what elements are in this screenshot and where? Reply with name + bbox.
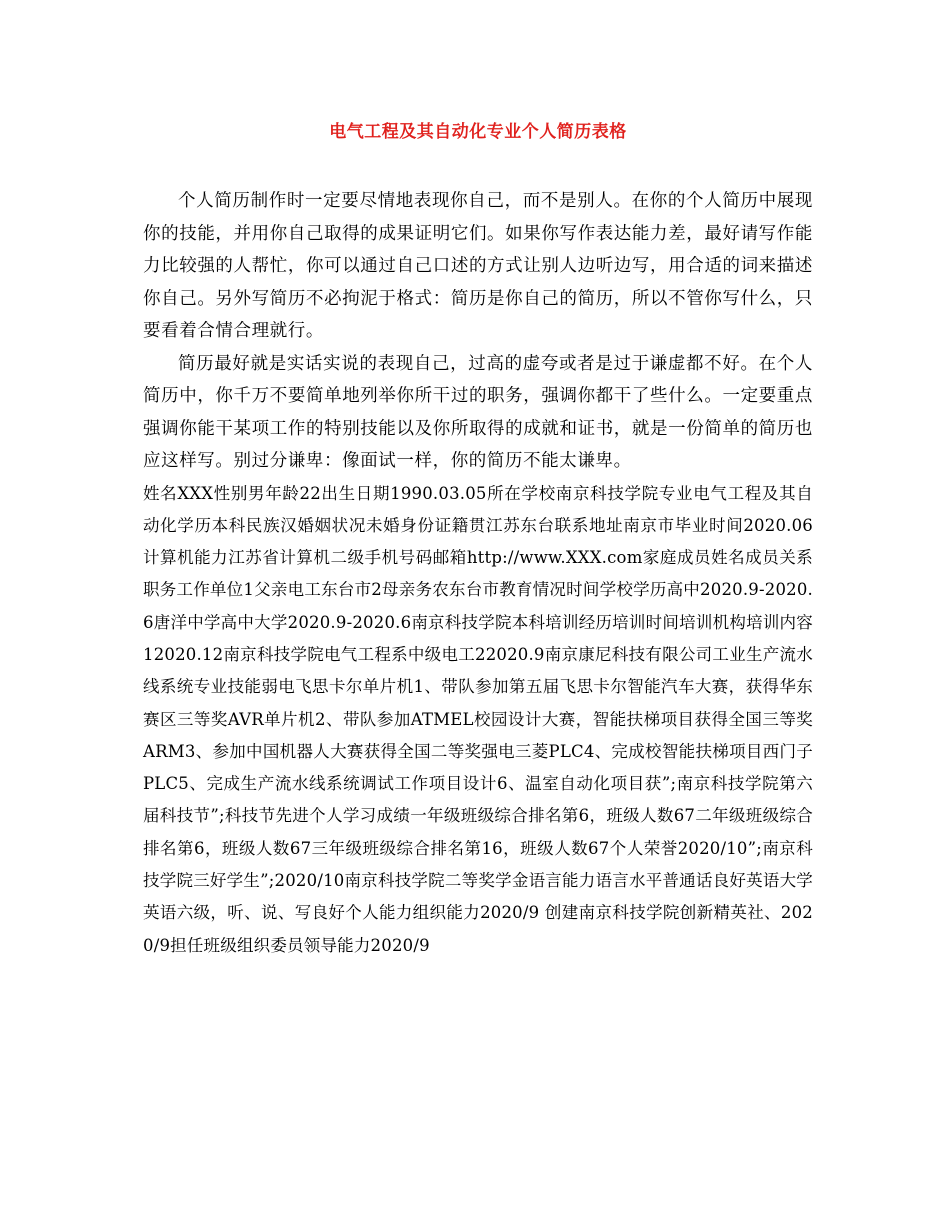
intro-paragraph-2: 简历最好就是实话实说的表现自己，过高的虚夸或者是过于谦虚都不好。在个人简历中，你千万不要简单地列举你所干过的职务，强调你都干了些什么。一定要重点强调你能干某项工作的特别技能以及你所取得的成就和证书，就是一份简单的简历也应这样写。别过分谦卑：像面试一样，你的简历不能太谦卑。 [143,353,813,471]
resume-body-text: 姓名XXX性别男年龄22出生日期1990.03.05所在学校南京科技学院专业电气工程及其自动化学历本科民族汉婚姻状况未婚身份证籍贯江苏东台联系地址南京市毕业时间2020.06计算机能力江苏省计算机二级手机号码邮箱http://www.XXX.com家庭成员姓名成员关系职务工作单位1父亲电工东台市2母亲务农东台市教育情况时间学校学历高中2020.9-2020.6唐洋中学高中大学2020.9-2020.6南京科技学院本科培训经历培训时间培训机构培训内容12020.12南京科技学院电气工程系中级电工22020.9南京康尼科技有限公司工业生产流水线系统专业技能弱电飞思卡尔单片机1、带队参加第五届飞思卡尔智能汽车大赛，获得华东赛区三等奖AVR单片机2、带队参加ATMEL校园设计大赛，智能扶梯项目获得全国三等奖ARM3、参加中国机器人大赛获得全国二等奖强电三菱PLC4、完成校智能扶梯项目西门子PLC5、完成生产流水线系统调试工作项目设计6、温室自动化项目获”;南京科技学院第六届科技节”;科技节先进个人学习成绩一年级班级综合排名第6，班级人数67二年级班级综合排名第6，班级人数67三年级班级综合排名第16，班级人数67个人荣誉2020/10”;南京科技学院三好学生”;2020/10南京科技学院二等奖学金语言能力语言水平普通话良好英语大学英语六级，听、说、写良好个人能力组织能力2020/9 创建南京科技学院创新精英社、2020/9担任班级组织委员领导能力2020/9 [143,483,813,955]
intro-paragraph-1: 个人简历制作时一定要尽情地表现你自己，而不是别人。在你的个人简历中展现你的技能，并用你自己取得的成果证明它们。如果你写作表达能力差，最好请写作能力比较强的人帮忙，你可以通过自己口述的方式让别人边听边写，用合适的词来描述你自己。另外写简历不必拘泥于格式：简历是你自己的简历，所以不管你写什么，只要看着合情合理就行。 [143,191,813,341]
document-page [143,120,813,962]
document-title: 电气工程及其自动化专业个人简历表格 [329,122,627,142]
